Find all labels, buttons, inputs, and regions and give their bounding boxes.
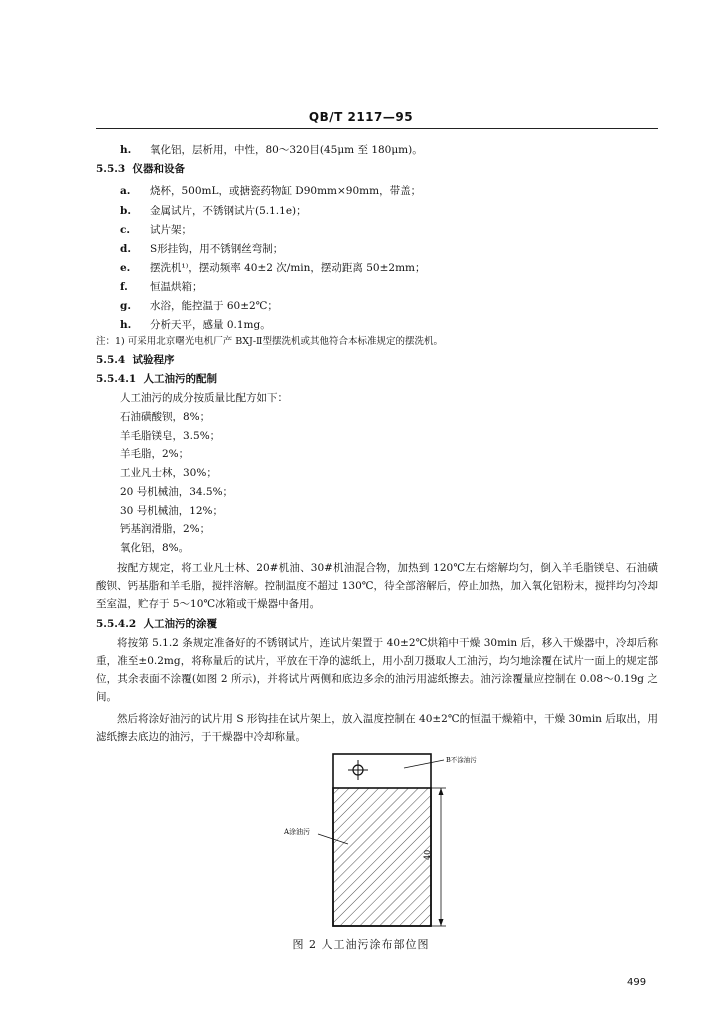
document-code-header: QB/T 2117—95 bbox=[308, 110, 414, 124]
item-text: 试片架； bbox=[150, 224, 192, 236]
formula-intro: 人工油污的成分按质量比配方如下： bbox=[120, 392, 288, 404]
dimension-line bbox=[431, 788, 446, 926]
item-key: c. bbox=[120, 224, 131, 236]
label-coated-area: A涂油污 bbox=[284, 828, 311, 836]
coated-area bbox=[333, 788, 431, 926]
item-text: 分析天平，感量 0.1mg。 bbox=[150, 319, 271, 331]
item-key: d. bbox=[120, 243, 131, 255]
component-item: 30 号机械油，12%； bbox=[120, 505, 224, 517]
item-text: 烧杯，500mL，或搪瓷药物缸 D90mm×90mm，带盖； bbox=[150, 185, 422, 197]
section-number: 5.5.3 bbox=[96, 163, 126, 175]
component-item: 氧化铝，8%。 bbox=[120, 542, 190, 554]
item-text: 恒温烘箱； bbox=[150, 281, 203, 293]
section-title: 人工油污的涂覆 bbox=[143, 618, 218, 630]
section-5-5-3-heading bbox=[96, 162, 185, 176]
item-text: 摆洗机¹⁾，摆动频率 40±2 次/min，摆动距离 50±2mm； bbox=[150, 262, 426, 274]
header-rule bbox=[96, 128, 658, 129]
section-5-5-4-heading bbox=[96, 353, 175, 367]
item-key: g. bbox=[120, 300, 131, 312]
coating-paragraph-1: 将按第 5.1.2 条规定准备好的不锈钢试片，连试片架置于 40±2℃烘箱中干燥 30min 后，移入干燥器中，冷却后称重，准至±0.2mg，将称量后的试片，平放在干净的滤纸上，用小刮刀摄取人工油污，均匀地涂覆在试片一面上的规定部位，其余表面不涂覆(如图 2 所示)，并将试片两侧和底边多余的油污用滤纸擦去。油污涂覆量应控制在 0.08～0.19g 之间。 bbox=[96, 637, 658, 703]
equipment-item bbox=[120, 298, 278, 313]
section-5-5-4-2-heading bbox=[96, 617, 217, 631]
item-key: e. bbox=[120, 262, 131, 274]
section-number: 5.5.4 bbox=[96, 354, 126, 366]
equipment-item bbox=[120, 241, 283, 256]
component-item: 羊毛脂镁皂，3.5%； bbox=[120, 430, 221, 442]
dimension-label: 40 bbox=[423, 849, 432, 860]
section-number: 5.5.4.1 bbox=[96, 373, 137, 385]
reagent-item-h bbox=[120, 142, 423, 157]
section-number: 5.5.4.2 bbox=[96, 618, 137, 630]
equipment-item bbox=[120, 260, 426, 275]
item-text: S形挂钩，用不锈钢丝弯制； bbox=[150, 243, 284, 255]
item-text: 水浴，能控温于 60±2℃； bbox=[150, 300, 278, 312]
item-key: h. bbox=[120, 144, 132, 156]
equipment-item bbox=[120, 222, 192, 237]
figure-2-diagram bbox=[270, 748, 477, 930]
item-text: 金属试片，不锈钢试片(5.1.1e)； bbox=[150, 205, 307, 217]
component-item: 石油磺酸钡，8%； bbox=[120, 411, 211, 423]
equipment-item bbox=[120, 183, 421, 198]
page-number: 499 bbox=[627, 977, 647, 988]
item-key: h. bbox=[120, 319, 132, 331]
item-key: a. bbox=[120, 185, 131, 197]
footnote: 注：1) 可采用北京曙光电机厂产 BXJ-Ⅱ型摆洗机或其他符合本标准规定的摆洗机。 bbox=[96, 336, 444, 347]
equipment-item bbox=[120, 279, 203, 294]
component-item: 20 号机械油，34.5%； bbox=[120, 486, 234, 498]
equipment-item bbox=[120, 317, 271, 332]
item-key: f. bbox=[120, 281, 128, 293]
test-strip bbox=[283, 754, 477, 926]
item-key: b. bbox=[120, 205, 131, 217]
component-item: 工业凡士林，30%； bbox=[120, 467, 217, 479]
equipment-item bbox=[120, 203, 307, 218]
section-5-5-4-1-heading bbox=[96, 372, 217, 386]
coating-paragraph-2: 然后将涂好油污的试片用 S 形钩挂在试片架上，放入温度控制在 40±2℃的恒温干燥箱中，干燥 30min 后取出，用滤纸擦去底边的油污，于干燥器中冷却称量。 bbox=[96, 713, 658, 743]
section-title: 人工油污的配制 bbox=[143, 373, 218, 385]
section-title: 仪器和设备 bbox=[132, 163, 186, 175]
component-item: 钙基润滑脂，2%； bbox=[120, 523, 211, 535]
component-item: 羊毛脂，2%； bbox=[120, 448, 190, 460]
label-uncoated-area: B不涂油污 bbox=[446, 756, 477, 764]
procedure-paragraph: 按配方规定，将工业凡士林、20#机油、30#机油混合物，加热到 120℃左右熔解均匀，倒入羊毛脂镁皂、石油磺酸钡、钙基脂和羊毛脂，搅拌溶解。控制温度不超过 130℃，待全部溶解后，停止加热，加入氧化铝粉末，搅拌均匀冷却至室温，贮存于 5～10℃冰箱或干燥器中备用。 bbox=[96, 562, 658, 610]
figure-caption: 图 2 人工油污涂布部位图 bbox=[292, 938, 430, 951]
item-text: 氧化铝，层析用，中性，80～320目(45μm 至 180μm)。 bbox=[150, 144, 423, 156]
section-title: 试验程序 bbox=[132, 354, 175, 366]
